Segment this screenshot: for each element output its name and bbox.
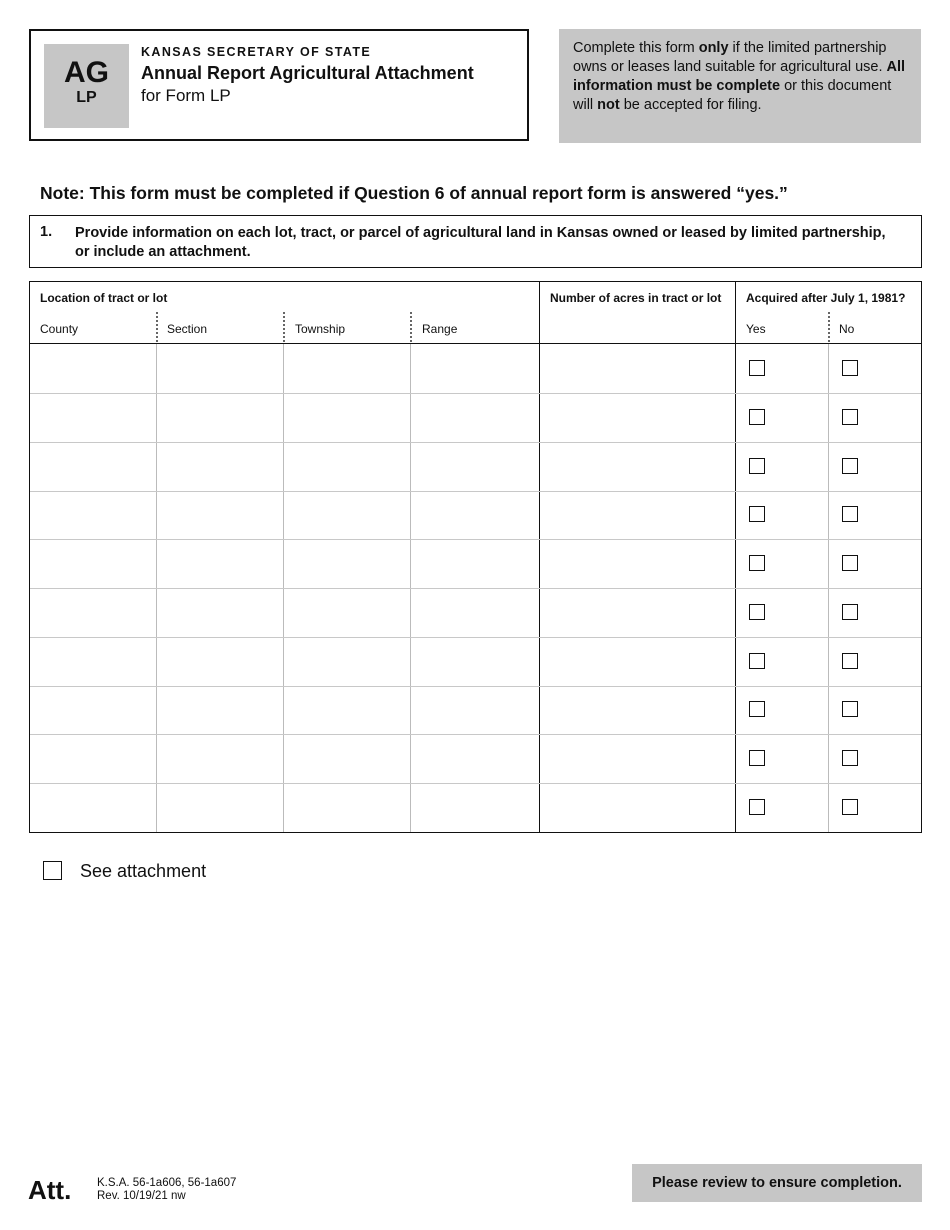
instructions-text-3: or this document will: [573, 78, 892, 113]
column-section: Section: [167, 322, 208, 336]
statute-info: [97, 1177, 236, 1203]
column-range: Range: [422, 322, 458, 336]
acquired-no-checkbox[interactable]: [842, 604, 858, 620]
badge-main: AG: [64, 56, 109, 89]
acquired-yes-checkbox[interactable]: [749, 360, 765, 376]
header-divider: [410, 312, 412, 342]
note: [40, 183, 788, 204]
acquired-yes-checkbox[interactable]: [749, 506, 765, 522]
instructions-text-4: be accepted for filing.: [619, 97, 762, 113]
att-label: Att.: [28, 1175, 72, 1205]
acquired-yes-checkbox[interactable]: [749, 701, 765, 717]
acquired-no-checkbox[interactable]: [842, 360, 858, 376]
question-1: [29, 215, 922, 268]
row-divider: [30, 588, 921, 589]
form-header: [29, 29, 529, 141]
acquired-no-checkbox[interactable]: [842, 506, 858, 522]
acquired-no-checkbox[interactable]: [842, 701, 858, 717]
instructions-box: [559, 29, 921, 143]
acres-header: Number of acres in tract or lot: [550, 291, 722, 305]
agency-name: KANSAS SECRETARY OF STATE: [141, 45, 372, 59]
row-divider: [30, 783, 921, 784]
land-table: [29, 281, 922, 833]
column-yes: Yes: [746, 322, 766, 336]
question-text: Provide information on each lot, tract, or parcel of agricultural land in Kansas owned or leased by limited partnership, or include an attachment.: [75, 225, 886, 260]
header-rule: [30, 343, 921, 344]
acquired-no-checkbox[interactable]: [842, 458, 858, 474]
acquired-yes-checkbox[interactable]: [749, 604, 765, 620]
review-notice: Please review to ensure completion.: [632, 1164, 922, 1202]
column-no: No: [839, 322, 855, 336]
badge-sub: LP: [76, 89, 97, 106]
column-county: County: [40, 322, 79, 336]
question-number: 1.: [40, 224, 53, 240]
acquired-yes-checkbox[interactable]: [749, 799, 765, 815]
row-divider: [30, 539, 921, 540]
column-divider: [539, 282, 540, 832]
instructions-text-1: Complete this form: [573, 40, 699, 56]
instructions-bold-2: All information must be complete: [573, 59, 906, 94]
row-divider: [30, 442, 921, 443]
header-divider: [283, 312, 285, 342]
form-badge: [44, 44, 129, 128]
acquired-yes-checkbox[interactable]: [749, 750, 765, 766]
instructions-bold-1: only: [698, 40, 729, 56]
revision-text: Rev. 10/19/21 nw: [97, 1190, 186, 1202]
acquired-yes-checkbox[interactable]: [749, 409, 765, 425]
instructions-bold-3: not: [597, 97, 620, 113]
acquired-header: Acquired after July 1, 1981?: [746, 291, 906, 305]
acquired-no-checkbox[interactable]: [842, 409, 858, 425]
form-title: Annual Report Agricultural Attachment: [141, 63, 474, 83]
see-attachment-checkbox[interactable]: [43, 861, 62, 880]
note-label: Note:: [40, 183, 85, 203]
acquired-no-checkbox[interactable]: [842, 750, 858, 766]
acquired-yes-checkbox[interactable]: [749, 458, 765, 474]
row-divider: [30, 637, 921, 638]
column-divider: [735, 282, 736, 832]
header-divider: [156, 312, 158, 342]
see-attachment-label: See attachment: [80, 861, 207, 881]
column-township: Township: [295, 322, 346, 336]
row-divider: [30, 734, 921, 735]
instructions-text-2: if the limited partnership owns or leases land suitable for agricultural use.: [573, 40, 887, 75]
note-text: This form must be completed if Question 6 of annual report form is answered “yes.”: [89, 183, 788, 203]
header-divider: [828, 312, 830, 342]
acquired-yes-checkbox[interactable]: [749, 653, 765, 669]
statute-text: K.S.A. 56-1a606, 56-1a607: [97, 1177, 237, 1189]
form-subtitle: for Form LP: [141, 86, 231, 105]
acquired-no-checkbox[interactable]: [842, 799, 858, 815]
location-header: Location of tract or lot: [40, 291, 168, 305]
row-divider: [30, 393, 921, 394]
acquired-no-checkbox[interactable]: [842, 555, 858, 571]
row-divider: [30, 491, 921, 492]
row-divider: [30, 686, 921, 687]
acquired-no-checkbox[interactable]: [842, 653, 858, 669]
acquired-yes-checkbox[interactable]: [749, 555, 765, 571]
